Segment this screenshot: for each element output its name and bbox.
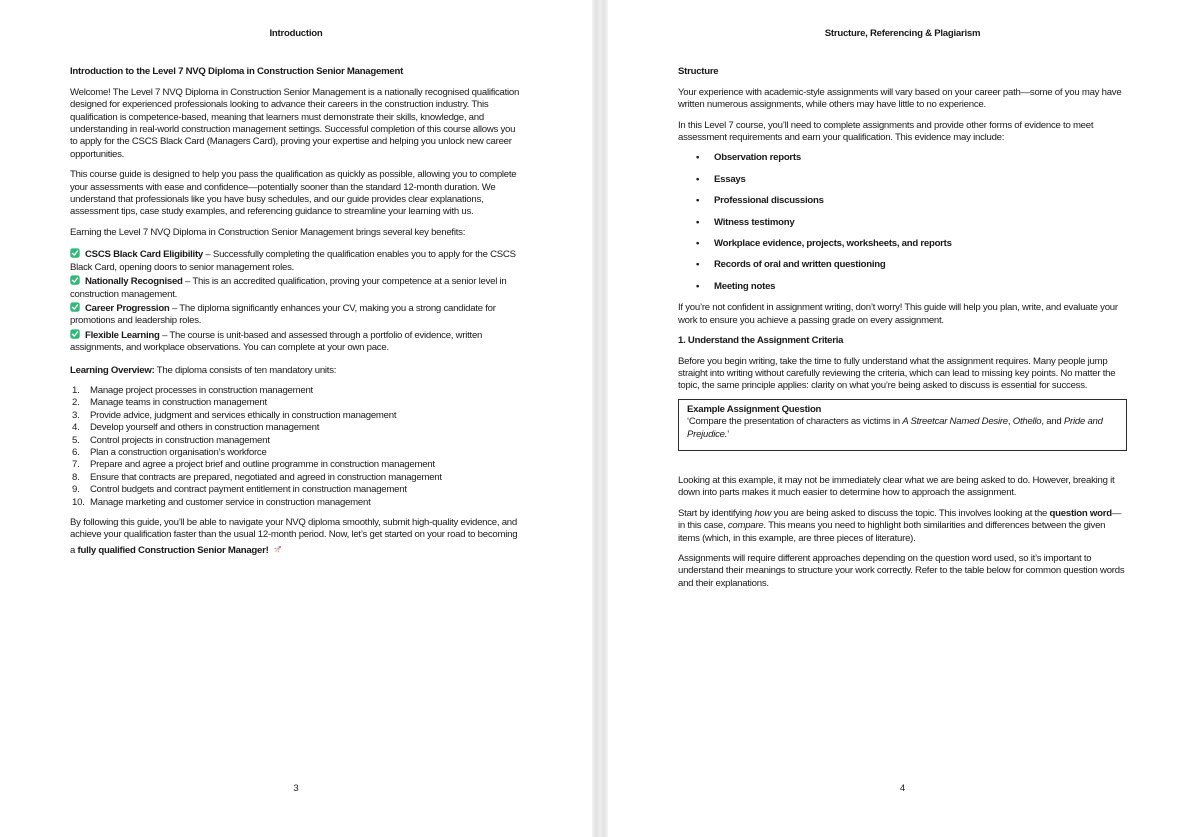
list-item bbox=[72, 422, 522, 434]
list-item bbox=[72, 484, 522, 496]
paragraph-italic: how bbox=[754, 507, 772, 519]
quote-text: ‘Compare the presentation of characters as victims in bbox=[687, 416, 903, 428]
list-item: • Meeting notes bbox=[678, 281, 1127, 293]
list-item bbox=[72, 497, 522, 509]
benefit-item bbox=[70, 247, 522, 274]
paragraph-text: —in this case, bbox=[678, 507, 1122, 532]
quote-italic: Othello bbox=[1012, 416, 1042, 428]
benefit-text: – Successfully completing the qualification enables you to apply for the CSCS Black Card, opening doors to senior management roles. bbox=[70, 249, 516, 273]
list-item bbox=[72, 447, 522, 459]
quote-text: , and bbox=[1041, 416, 1064, 428]
list-item bbox=[72, 472, 522, 484]
list-number: 1. bbox=[72, 384, 80, 396]
paragraph-italic: compare bbox=[727, 520, 764, 532]
list-item bbox=[72, 410, 522, 422]
benefit-text: – The diploma significantly enhances your CV, making you a strong candidate for promotions and leadership roles. bbox=[70, 302, 496, 327]
list-item bbox=[72, 385, 522, 397]
list-text: Manage project processes in construction management bbox=[90, 384, 313, 396]
list-number: 5. bbox=[72, 434, 80, 446]
benefit-text: – The course is unit-based and assessed through a portfolio of evidence, written assignments, and workplace observations. You can complete at your own pace. bbox=[70, 329, 483, 354]
evidence-list bbox=[678, 152, 1127, 293]
list-number: 7. bbox=[72, 459, 80, 471]
list-text: Ensure that contracts are prepared, negotiated and agreed in construction management bbox=[90, 471, 442, 483]
check-icon bbox=[70, 248, 80, 258]
paragraph: Welcome! The Level 7 NVQ Diploma in Construction Senior Management is a nationally recognised qualification designed for experienced professionals looking to advance their careers in the construction industry. This qualification is competence-based, meaning that learners must demonstrate their skills, knowledge, and understanding in real-world construction management settings. Successful completion of this course allows you to apply for the CSCS Black Card (Managers Card), proving your expertise and helping you unlock new career opportunities. bbox=[70, 86, 520, 160]
benefit-item bbox=[70, 274, 522, 301]
paragraph: Your experience with academic-style assignments will vary based on your career path—some of you may have written numerous assignments, while others may have little to no experience. bbox=[678, 86, 1122, 111]
page-4-section-title: Structure bbox=[678, 66, 719, 78]
paragraph bbox=[678, 508, 1127, 545]
quote-italic: A Streetcar Named Desire bbox=[902, 416, 1008, 428]
benefit-item bbox=[70, 328, 522, 355]
page-4-running-header: Structure, Referencing & Plagiarism bbox=[824, 28, 981, 39]
list-number: 4. bbox=[72, 422, 80, 434]
list-number: 9. bbox=[72, 484, 80, 496]
paragraph: Looking at this example, it may not be immediately clear what we are being asked to do. However, breaking it down into parts makes it much easier to determine how to approach the assignment. bbox=[678, 474, 1115, 499]
list-item: • Workplace evidence, projects, worksheets, and reports bbox=[678, 238, 1127, 250]
list-number: 8. bbox=[72, 471, 80, 483]
subsection-heading: 1. Understand the Assignment Criteria bbox=[678, 335, 844, 347]
learning-overview-text: The diploma consists of ten mandatory units: bbox=[154, 364, 337, 376]
list-number: 3. bbox=[72, 409, 80, 421]
paragraph-bold: question word bbox=[1049, 507, 1112, 519]
check-icon bbox=[70, 329, 80, 339]
page-number: 3 bbox=[293, 782, 299, 794]
page-number: 4 bbox=[899, 782, 906, 794]
quote-italic: Pride and Prejudice. bbox=[687, 416, 1103, 440]
paragraph: In this Level 7 course, you’ll need to complete assignments and provide other forms of evidence to meet assessment requirements and earn your qualification. This evidence may include: bbox=[678, 119, 1094, 144]
list-text: Control budgets and contract payment entitlement in construction management bbox=[90, 484, 407, 496]
list-text: Develop yourself and others in construction management bbox=[90, 422, 320, 434]
paragraph-text: Start by identifying bbox=[678, 507, 755, 519]
benefit-label: CSCS Black Card Eligibility bbox=[85, 249, 204, 261]
list-item: • Observation reports bbox=[678, 152, 1127, 164]
list-item: • Witness testimony bbox=[678, 217, 1127, 229]
list-text: Plan a construction organisation’s workforce bbox=[90, 446, 267, 458]
paragraph-text: you are being asked to discuss the topic. This involves looking at the bbox=[771, 507, 1050, 519]
list-text: Control projects in construction management bbox=[90, 434, 270, 446]
benefit-item bbox=[70, 301, 522, 328]
benefit-text: – This is an accredited qualification, proving your competence at a senior level in construction management. bbox=[70, 276, 507, 300]
benefit-label: Career Progression bbox=[85, 302, 170, 314]
list-number: 2. bbox=[72, 397, 80, 409]
document-page-3[interactable] bbox=[0, 0, 592, 837]
quote-text: ’ bbox=[727, 428, 730, 440]
list-item: • Essays bbox=[678, 174, 1127, 186]
page-4-content bbox=[608, 0, 1197, 590]
paragraph: Assignments will require different approaches depending on the question word used, so it’s important to understand their meanings to structure your work correctly. Refer to the table below for common question words and their explanations. bbox=[678, 552, 1125, 589]
closing-bold: fully qualified Construction Senior Manager! bbox=[77, 544, 269, 556]
rocket-icon bbox=[272, 544, 283, 555]
page-3-content bbox=[0, 0, 592, 557]
list-item: • Records of oral and written questioning bbox=[678, 259, 1127, 271]
list-item bbox=[72, 459, 522, 471]
paragraph: Earning the Level 7 NVQ Diploma in Construction Senior Management brings several key benefits: bbox=[70, 226, 466, 238]
list-text: Prepare and agree a project brief and outline programme in construction management bbox=[90, 459, 435, 471]
example-box-title: Example Assignment Question bbox=[687, 403, 822, 415]
paragraph: This course guide is designed to help you pass the qualification as quickly as possible, allowing you to complete your assessments with ease and confidence—potentially sooner than the standard 12-month duration. We understand that professionals like you have busy schedules, and our guide provides clear explanations, assessment tips, case study examples, and referencing guidance to streamline your learning with us. bbox=[70, 169, 517, 218]
page-3-running-header: Introduction bbox=[269, 28, 323, 39]
list-number: 10. bbox=[72, 496, 85, 508]
benefit-label: Nationally Recognised bbox=[85, 276, 183, 288]
learning-overview-label: Learning Overview: bbox=[70, 364, 155, 376]
paragraph: Before you begin writing, take the time to fully understand what the assignment requires. Many people jump straight into writing without carefully reviewing the criteria, which can lead to missing key points. No matter the topic, the same principle applies: clarity on what you’re being asked to discuss is essential for success. bbox=[678, 355, 1116, 392]
example-question-box bbox=[678, 399, 1127, 451]
check-icon bbox=[70, 302, 80, 312]
page-3-section-title: Introduction to the Level 7 NVQ Diploma in Construction Senior Management bbox=[70, 66, 404, 78]
check-icon bbox=[70, 275, 80, 285]
list-text: Manage marketing and customer service in construction management bbox=[90, 496, 371, 508]
paragraph: If you’re not confident in assignment writing, don’t worry! This guide will help you plan, write, and evaluate your work to ensure you achieve a passing grade on every assignment. bbox=[678, 302, 1118, 326]
quote-text: , bbox=[1007, 416, 1013, 428]
list-item bbox=[72, 435, 522, 447]
mandatory-units-list bbox=[70, 385, 522, 509]
closing-paragraph bbox=[70, 517, 522, 557]
closing-text: By following this guide, you’ll be able to navigate your NVQ diploma smoothly, submit high-quality evidence, and achieve your qualification faster than the usual 12-month period. Now, let’s get started on your road to becoming a bbox=[70, 517, 518, 556]
document-page-4[interactable] bbox=[608, 0, 1197, 837]
learning-overview bbox=[70, 365, 522, 377]
paragraph-text: . This means you need to highlight both similarities and differences between the given items (which, in this example, are three pieces of literature). bbox=[678, 520, 1106, 544]
list-item bbox=[72, 397, 522, 409]
list-text: Provide advice, judgment and services ethically in construction management bbox=[90, 409, 397, 421]
example-box-quote bbox=[687, 416, 1118, 441]
list-item: • Professional discussions bbox=[678, 195, 1127, 207]
page-gutter bbox=[592, 0, 608, 837]
list-number: 6. bbox=[72, 446, 80, 458]
benefits-list bbox=[70, 247, 522, 354]
benefit-label: Flexible Learning bbox=[85, 329, 160, 341]
list-text: Manage teams in construction management bbox=[90, 397, 267, 409]
